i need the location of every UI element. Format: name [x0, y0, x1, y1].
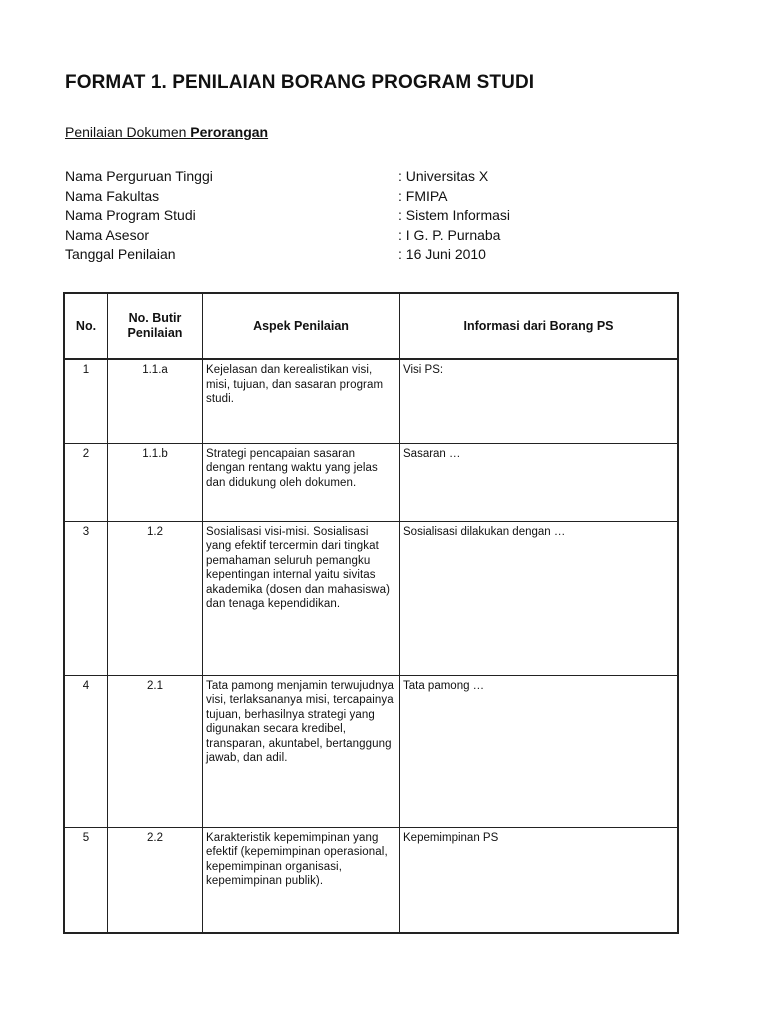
cell-info: Tata pamong … [400, 675, 679, 827]
info-value-program-studi: : Sistem Informasi [398, 207, 511, 223]
info-label-program-studi: Nama Program Studi [65, 207, 196, 223]
header-info: Informasi dari Borang PS [400, 293, 679, 359]
table-row [64, 827, 678, 933]
table-row [64, 521, 678, 675]
cell-aspek: Strategi pencapaian sasaran dengan rentang waktu yang jelas dan didukung oleh dokumen. [203, 443, 400, 521]
cell-info: Visi PS: [400, 359, 679, 443]
cell-info: Sosialisasi dilakukan dengan … [400, 521, 679, 675]
info-value-perguruan-tinggi: : Universitas X [398, 168, 489, 184]
cell-aspek: Karakteristik kepemimpinan yang efektif (kepemimpinan operasional, kepemimpinan organisasi, kepemimpinan publik). [203, 827, 400, 933]
info-values [398, 167, 510, 265]
cell-aspek: Tata pamong menjamin terwujudnya visi, terlaksananya misi, tercapainya tujuan, berhasilnya strategi yang digunakan secara kredibel, transparan, akuntabel, bertanggung jawab, dan adil. [203, 675, 400, 827]
cell-no: 4 [64, 675, 108, 827]
cell-no: 3 [64, 521, 108, 675]
table-row [64, 443, 678, 521]
info-labels [65, 167, 213, 265]
cell-butir: 1.1.b [108, 443, 203, 521]
cell-aspek: Sosialisasi visi-misi. Sosialisasi yang efektif tercermin dari tingkat pemahaman seluruh pemangku kepentingan internal yaitu sivitas akademika (dosen dan mahasiswa) dan tenaga kependidikan. [203, 521, 400, 675]
cell-no: 2 [64, 443, 108, 521]
info-label-perguruan-tinggi: Nama Perguruan Tinggi [65, 168, 213, 184]
info-value-fakultas: : FMIPA [398, 187, 448, 204]
header-aspek: Aspek Penilaian [203, 293, 400, 359]
page-title: FORMAT 1. PENILAIAN BORANG PROGRAM STUDI [65, 72, 535, 93]
info-label-fakultas: Nama Fakultas [65, 187, 160, 204]
info-label-asesor: Nama Asesor [65, 226, 150, 243]
info-value-tanggal: : 16 Juni 2010 [398, 246, 486, 262]
cell-no: 5 [64, 827, 108, 933]
cell-butir: 2.1 [108, 675, 203, 827]
table-row [64, 675, 678, 827]
cell-butir: 1.2 [108, 521, 203, 675]
header-no: No. [64, 293, 108, 359]
header-butir: No. Butir Penilaian [108, 293, 203, 359]
document-subtitle [65, 124, 268, 140]
info-label-tanggal: Tanggal Penilaian [65, 246, 176, 262]
table-row [64, 359, 678, 443]
cell-butir: 2.2 [108, 827, 203, 933]
cell-no: 1 [64, 359, 108, 443]
subtitle-plain: Penilaian Dokumen [65, 124, 191, 140]
subtitle-bold: Perorangan [190, 124, 269, 140]
cell-info: Sasaran … [400, 443, 679, 521]
cell-aspek: Kejelasan dan kerealistikan visi, misi, tujuan, dan sasaran program studi. [203, 359, 400, 443]
cell-butir: 1.1.a [108, 359, 203, 443]
table-header-row [64, 293, 678, 359]
info-value-asesor: : I G. P. Purnaba [398, 226, 501, 243]
cell-info: Kepemimpinan PS [400, 827, 679, 933]
assessment-table [63, 292, 679, 934]
